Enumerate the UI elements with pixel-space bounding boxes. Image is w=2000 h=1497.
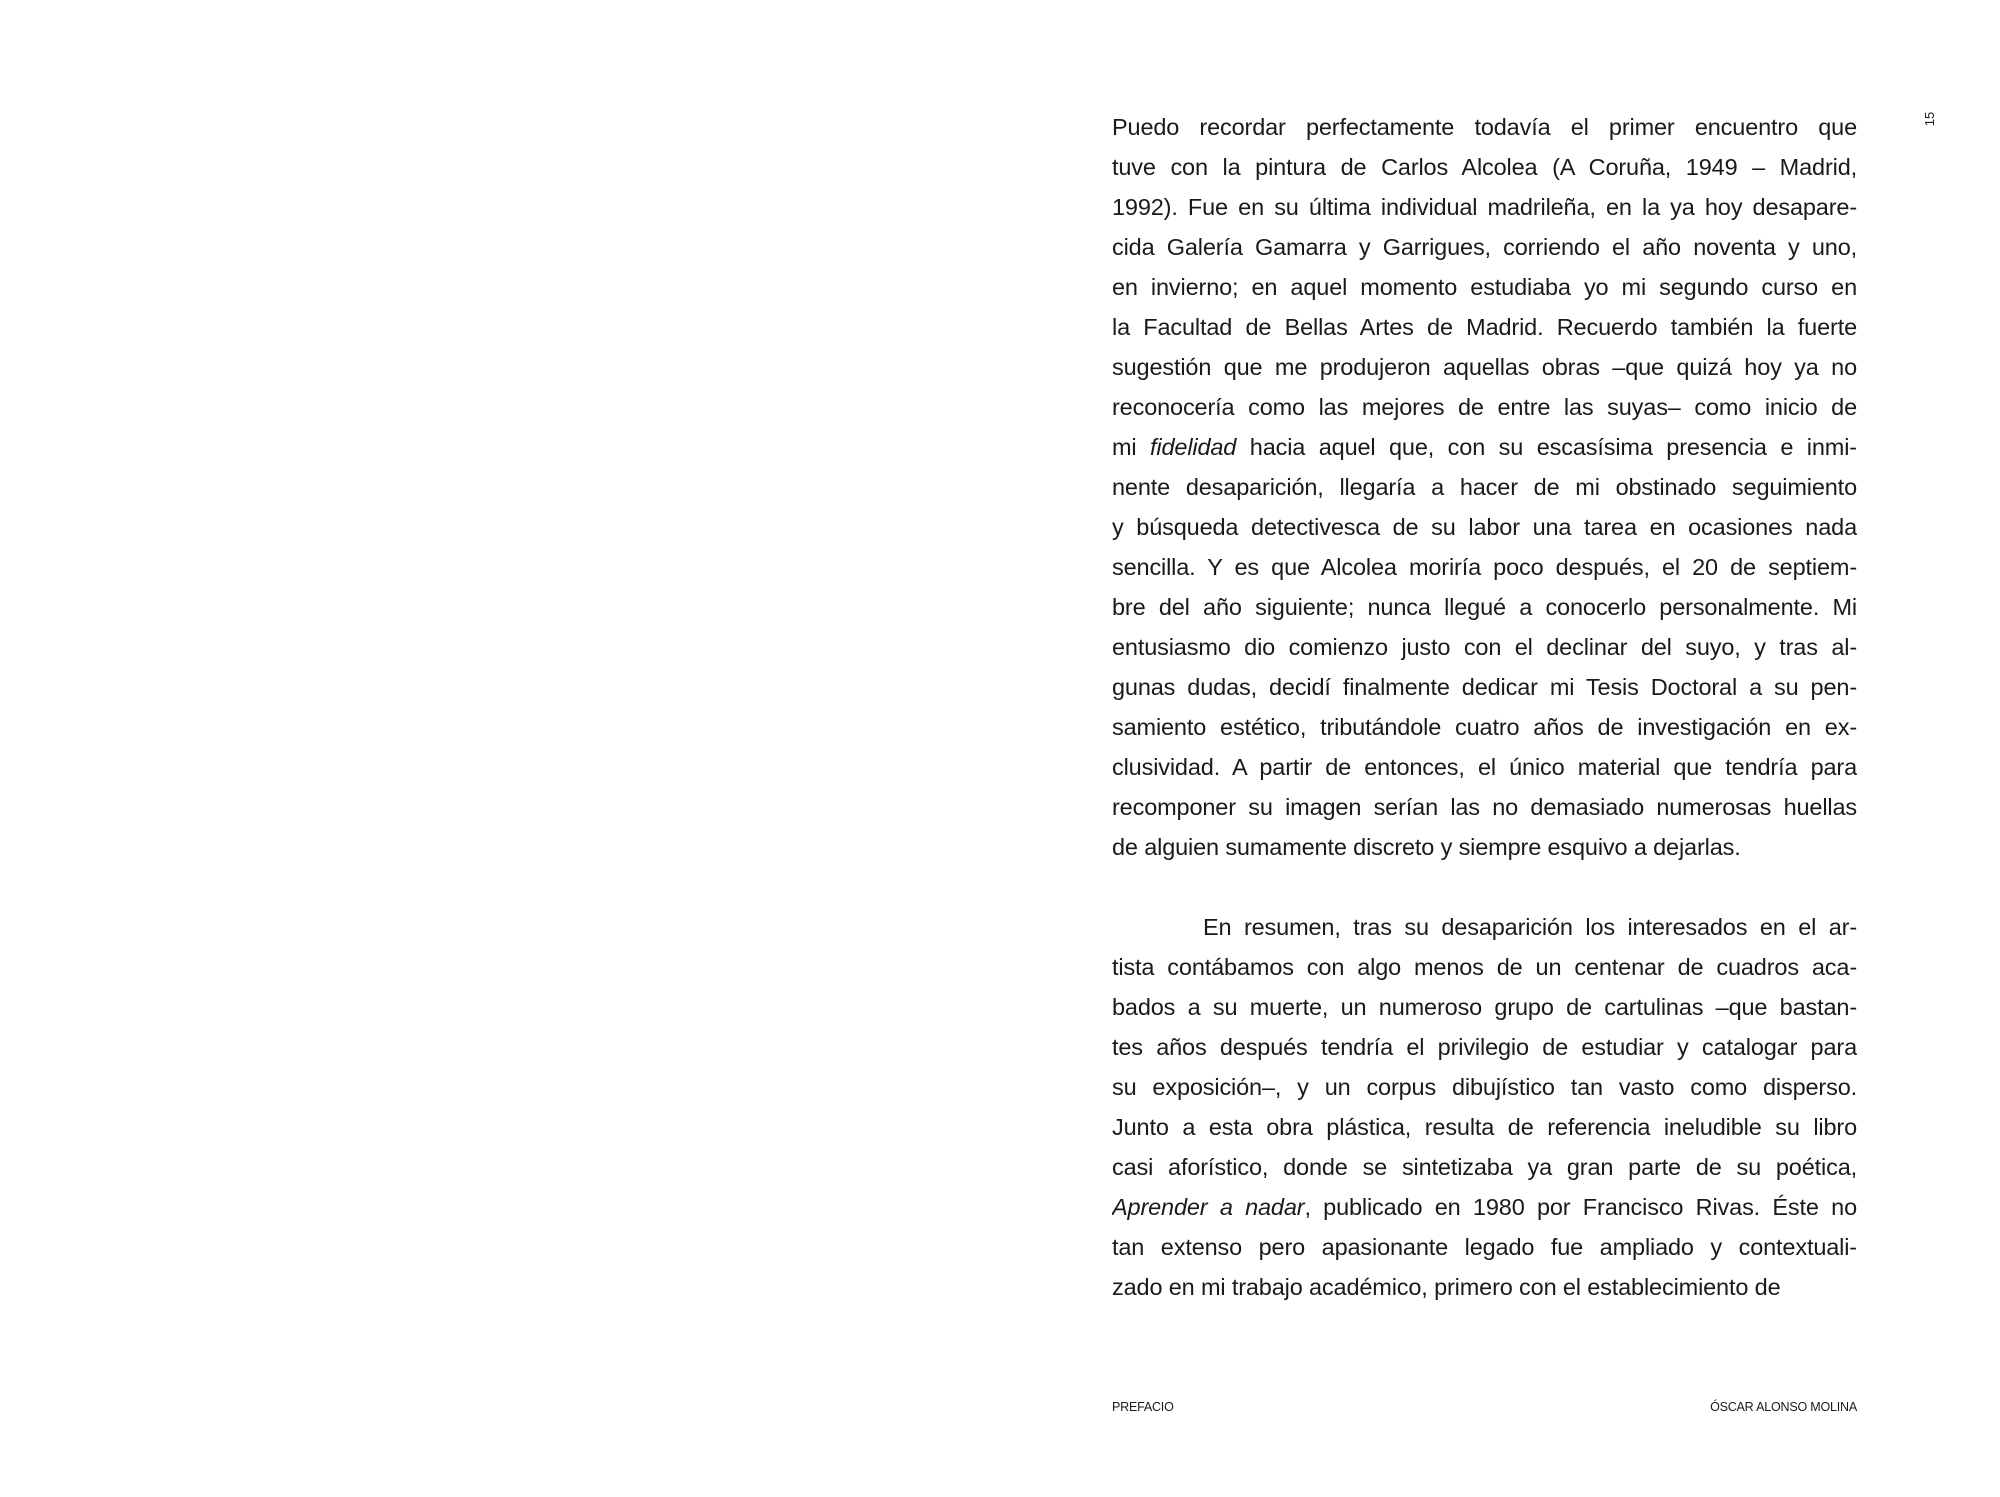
text-line: [1112, 1067, 1857, 1107]
text-run: En resumen, tras su desaparición los interesados en el ar-: [1203, 914, 1857, 940]
text-line: [1112, 1027, 1857, 1067]
text-line: [1112, 907, 1857, 947]
text-line: [1112, 827, 1857, 867]
italic-title-run: Aprender a nadar: [1112, 1194, 1305, 1220]
text-line: [1112, 1187, 1857, 1227]
text-line: [1112, 747, 1857, 787]
text-line: [1112, 147, 1857, 187]
text-line: [1112, 307, 1857, 347]
text-run: bre del año siguiente; nunca llegué a conocerlo personalmente. Mi: [1112, 594, 1857, 620]
text-run: zado en mi trabajo académico, primero con el establecimiento de: [1112, 1274, 1781, 1300]
text-line: [1112, 507, 1857, 547]
page-number: 15: [1922, 111, 1937, 127]
text-run: bados a su muerte, un numeroso grupo de cartulinas –que bastan-: [1112, 994, 1857, 1020]
text-run: sencilla. Y es que Alcolea moriría poco después, el 20 de septiem-: [1112, 554, 1857, 580]
text-line: [1112, 787, 1857, 827]
text-run: reconocería como las mejores de entre las suyas– como inicio de: [1112, 394, 1857, 420]
text-run: su exposición–, y un corpus dibujístico tan vasto como disperso.: [1112, 1074, 1857, 1100]
text-line: [1112, 347, 1857, 387]
text-line: [1112, 107, 1857, 147]
running-footer-section-title: PREFACIO: [1112, 1400, 1174, 1414]
text-run: samiento estético, tributándole cuatro años de investigación en ex-: [1112, 714, 1857, 740]
text-line: [1112, 547, 1857, 587]
text-line: [1112, 227, 1857, 267]
text-line: [1112, 667, 1857, 707]
text-run: entusiasmo dio comienzo justo con el declinar del suyo, y tras al-: [1112, 634, 1857, 660]
text-run: , publicado en 1980 por Francisco Rivas. Éste no: [1304, 1194, 1857, 1220]
text-run: clusividad. A partir de entonces, el único material que tendría para: [1112, 754, 1857, 780]
text-line: [1112, 427, 1857, 467]
text-run: tan extenso pero apasionante legado fue ampliado y contextuali-: [1112, 1234, 1857, 1260]
text-run: en invierno; en aquel momento estudiaba yo mi segundo curso en: [1112, 274, 1857, 300]
running-footer-author: ÓSCAR ALONSO MOLINA: [1710, 1400, 1857, 1414]
paragraph-2: [1112, 907, 1857, 1307]
text-run: cida Galería Gamarra y Garrigues, corriendo el año noventa y uno,: [1112, 234, 1857, 260]
text-run: gunas dudas, decidí finalmente dedicar mi Tesis Doctoral a su pen-: [1112, 674, 1857, 700]
text-line: [1112, 707, 1857, 747]
text-line: [1112, 627, 1857, 667]
italic-title-run: fidelidad: [1150, 434, 1237, 460]
text-line: [1112, 387, 1857, 427]
text-line: [1112, 467, 1857, 507]
text-line: [1112, 267, 1857, 307]
text-line: [1112, 187, 1857, 227]
text-run: de alguien sumamente discreto y siempre esquivo a dejarlas.: [1112, 834, 1741, 860]
text-run: sugestión que me produjeron aquellas obras –que quizá hoy ya no: [1112, 354, 1857, 380]
text-run: casi aforístico, donde se sintetizaba ya gran parte de su poética,: [1112, 1154, 1857, 1180]
text-run: Puedo recordar perfectamente todavía el primer encuentro que: [1112, 114, 1857, 140]
text-run: 1992). Fue en su última individual madrileña, en la ya hoy desapare-: [1112, 194, 1857, 220]
text-run: tes años después tendría el privilegio de estudiar y catalogar para: [1112, 1034, 1857, 1060]
text-line: [1112, 587, 1857, 627]
text-line: [1112, 1227, 1857, 1267]
text-run: hacia aquel que, con su escasísima presencia e inmi-: [1236, 434, 1857, 460]
text-run: nente desaparición, llegaría a hacer de mi obstinado seguimiento: [1112, 474, 1857, 500]
text-run: la Facultad de Bellas Artes de Madrid. Recuerdo también la fuerte: [1112, 314, 1857, 340]
text-run: tuve con la pintura de Carlos Alcolea (A Coruña, 1949 – Madrid,: [1112, 154, 1857, 180]
text-run: recomponer su imagen serían las no demasiado numerosas huellas: [1112, 794, 1857, 820]
body-text: [1112, 107, 1857, 1307]
text-run: y búsqueda detectivesca de su labor una tarea en ocasiones nada: [1112, 514, 1857, 540]
text-line: [1112, 987, 1857, 1027]
text-run: tista contábamos con algo menos de un centenar de cuadros aca-: [1112, 954, 1857, 980]
text-run: mi: [1112, 434, 1151, 460]
text-line: [1112, 1107, 1857, 1147]
text-run: Junto a esta obra plástica, resulta de referencia ineludible su libro: [1112, 1114, 1857, 1140]
text-line: [1112, 947, 1857, 987]
text-line: [1112, 1267, 1857, 1307]
text-line: [1112, 1147, 1857, 1187]
paragraph-1: [1112, 107, 1857, 867]
